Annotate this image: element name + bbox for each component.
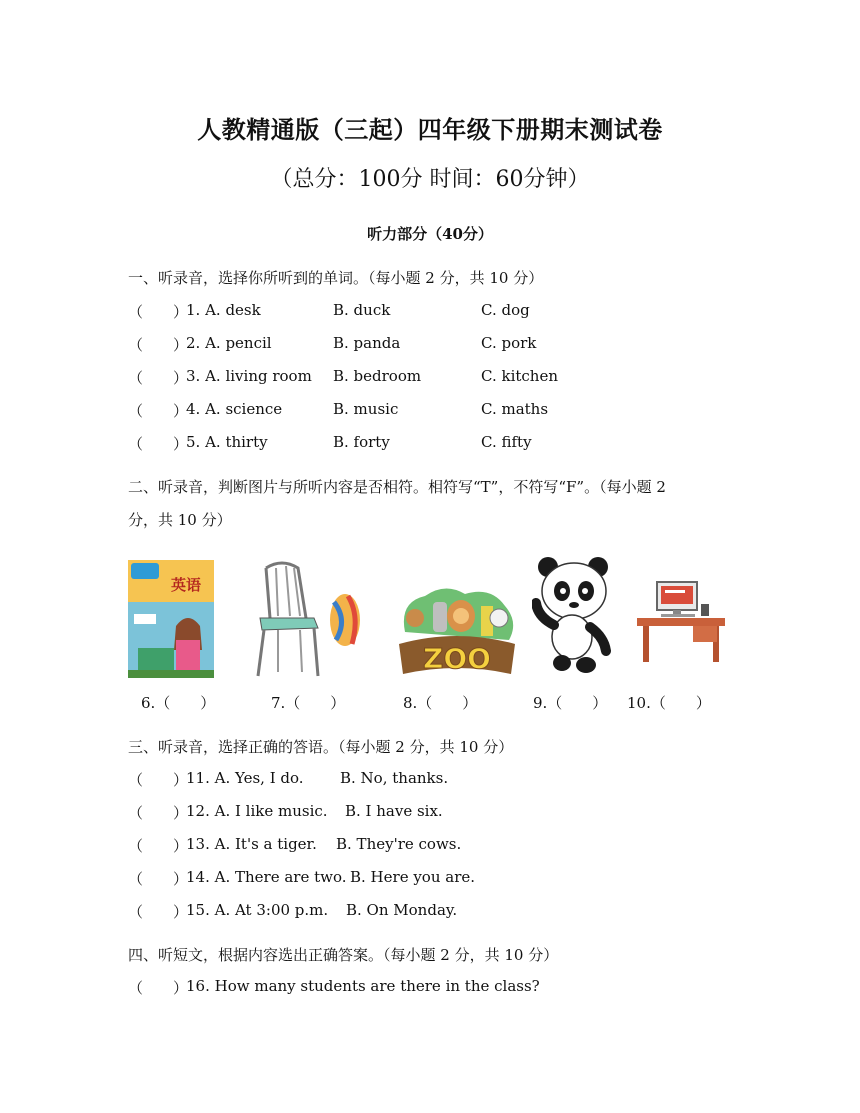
question-option-c: C. kitchen [481, 367, 558, 385]
answer-blank: （ ） [128, 369, 189, 387]
answer-blank: （ ） [128, 903, 189, 921]
question-option-a: 5. A. thirty [186, 433, 268, 451]
question-option-b: B. forty [333, 433, 390, 451]
question-option-b: B. duck [333, 301, 391, 319]
part-heading: 听力部分（40分） [367, 225, 493, 243]
textbook-image [128, 560, 214, 678]
page-title: 人教精通版（三起）四年级下册期末测试卷 [197, 116, 663, 144]
question-option-c: C. maths [481, 400, 549, 418]
question-option-b: B. Here you are. [350, 868, 476, 886]
question-option-a: 13. A. It's a tiger. [186, 835, 317, 853]
answer-blank: （ ） [128, 837, 189, 855]
page-subtitle: （总分：100分 时间：60分钟） [270, 167, 590, 192]
question-text: 16. How many students are there in the class? [186, 977, 540, 995]
question-option-b: B. No, thanks. [340, 769, 449, 787]
answer-blank: （ ） [128, 804, 189, 822]
section2-heading-line2: 分，共 10 分） [128, 511, 232, 529]
chair-and-ball-image [244, 560, 366, 678]
question-option-b: B. panda [333, 334, 401, 352]
question-option-a: 12. A. I like music. [186, 802, 328, 820]
section3-heading: 三、听录音，选择正确的答语。（每小题 2 分，共 10 分） [128, 738, 514, 756]
section1-heading: 一、听录音，选择你所听到的单词。（每小题 2 分，共 10 分） [128, 269, 544, 287]
question-option-a: 14. A. There are two. [186, 868, 347, 886]
answer-blank: （ ） [128, 336, 189, 354]
question-option-a: 1. A. desk [186, 301, 261, 319]
zoo-sign-image [395, 582, 519, 678]
section2-heading-line1: 二、听录音，判断图片与所听内容是否相符。相符写“T”，不符写“F”。（每小题 2 [128, 478, 666, 496]
panda-image [532, 555, 616, 675]
question-option-c: C. pork [481, 334, 537, 352]
question-option-b: B. music [333, 400, 399, 418]
answer-blank: （ ） [128, 771, 189, 789]
question-option-a: 15. A. At 3:00 p.m. [186, 901, 329, 919]
answer-blank: （ ） [128, 979, 189, 997]
question-option-a: 2. A. pencil [186, 334, 272, 352]
question-option-a: 3. A. living room [186, 367, 312, 385]
picture-label-6: 6.（ ） [141, 694, 216, 712]
section4-heading: 四、听短文，根据内容选出正确答案。（每小题 2 分，共 10 分） [128, 946, 559, 964]
picture-label-8: 8.（ ） [403, 694, 478, 712]
picture-label-10: 10.（ ） [627, 694, 711, 712]
answer-blank: （ ） [128, 303, 189, 321]
question-option-a: 11. A. Yes, I do. [186, 769, 304, 787]
question-option-b: B. On Monday. [346, 901, 458, 919]
book-title-text: 英语 [170, 576, 202, 594]
answer-blank: （ ） [128, 870, 189, 888]
question-option-a: 4. A. science [186, 400, 283, 418]
zoo-text: ZOO [423, 642, 491, 675]
answer-blank: （ ） [128, 402, 189, 420]
question-option-b: B. bedroom [333, 367, 422, 385]
question-option-c: C. fifty [481, 433, 532, 451]
picture-label-7: 7.（ ） [271, 694, 346, 712]
picture-label-9: 9.（ ） [533, 694, 608, 712]
question-option-b: B. They're cows. [336, 835, 462, 853]
desk-image [637, 578, 725, 664]
question-option-b: B. I have six. [345, 802, 443, 820]
question-option-c: C. dog [481, 301, 530, 319]
answer-blank: （ ） [128, 435, 189, 453]
